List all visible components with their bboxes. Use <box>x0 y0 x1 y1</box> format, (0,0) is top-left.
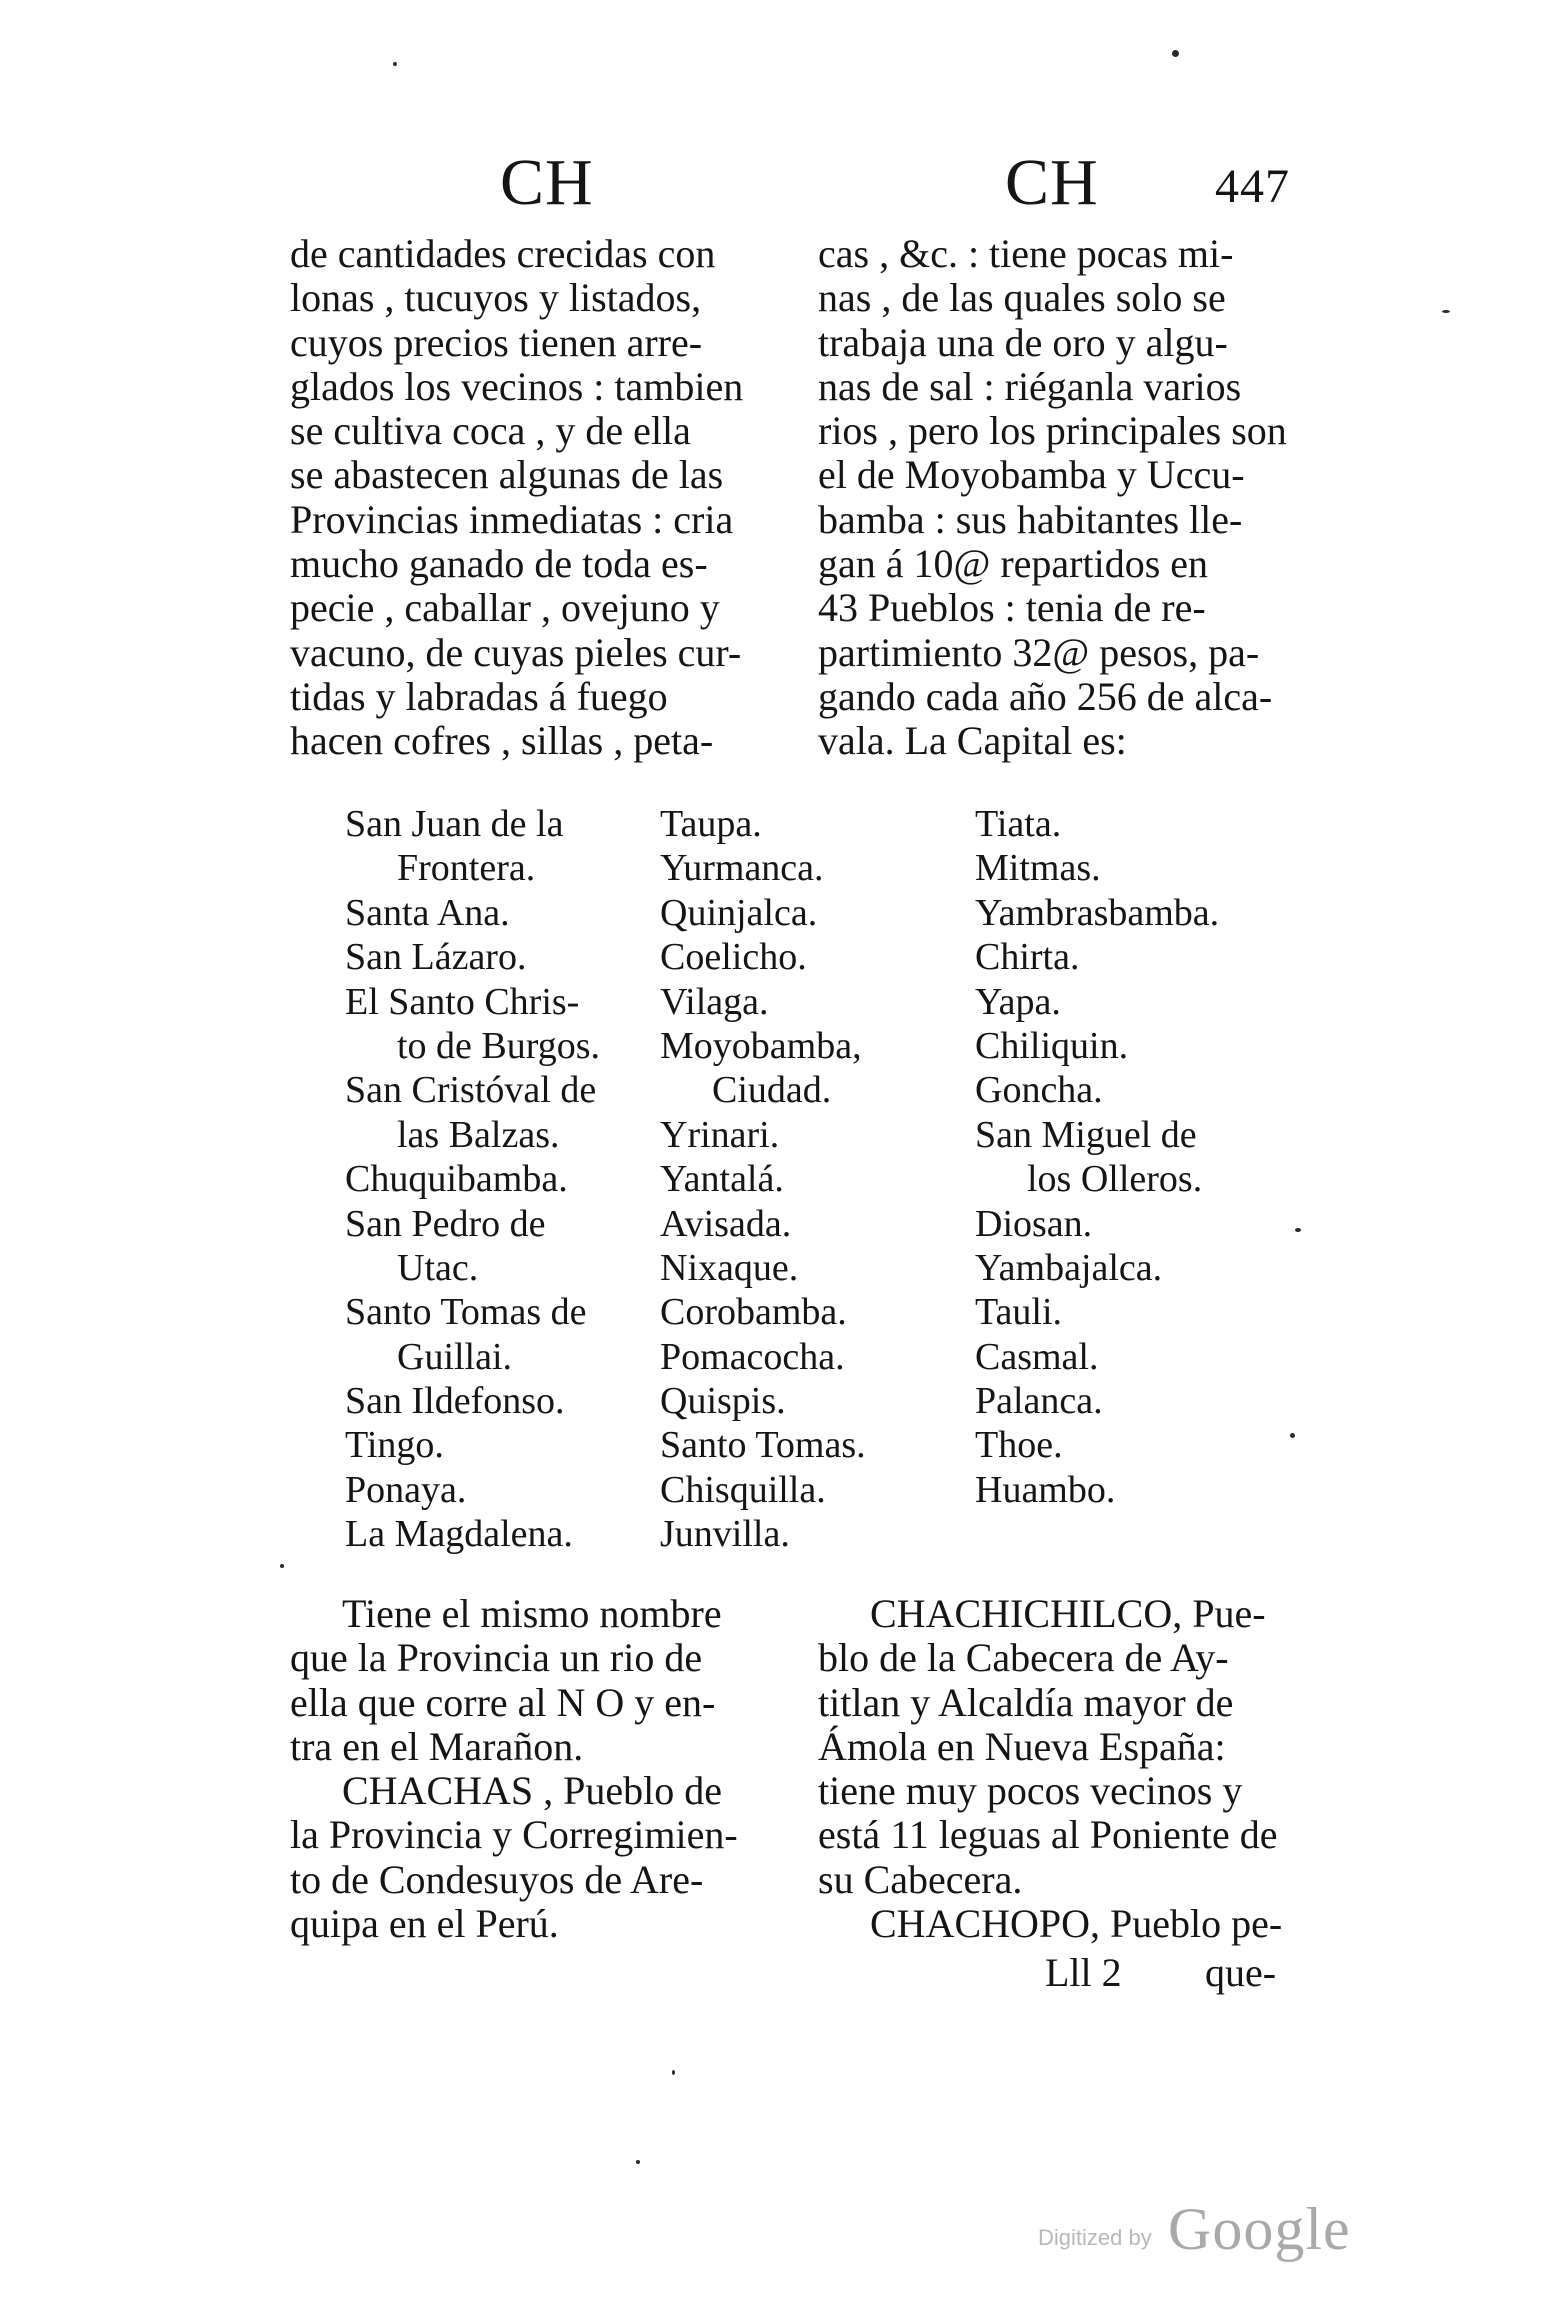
text-line: gando cada año 256 de alca- <box>818 673 1273 719</box>
text-line: bamba : sus habitantes lle- <box>818 496 1243 542</box>
text-line: Ámola en Nueva España: <box>818 1723 1226 1769</box>
text-line: Chisquilla. <box>660 1468 826 1511</box>
text-line: Casmal. <box>975 1335 1099 1378</box>
text-line: Yambrasbamba. <box>975 891 1220 934</box>
text-line: 43 Pueblos : tenia de re- <box>818 585 1206 631</box>
text-line: San Lázaro. <box>345 936 527 979</box>
text-line: tidas y labradas á fuego <box>290 673 668 719</box>
text-line: vala. La Capital es: <box>818 718 1127 764</box>
text-line: El Santo Chris- <box>345 980 580 1023</box>
top-text-left-column <box>290 232 743 764</box>
text-line: Yrinari. <box>660 1113 780 1156</box>
text-line: nas , de las quales solo se <box>818 275 1226 321</box>
text-line: lonas , tucuyos y listados, <box>290 275 702 321</box>
text-line: Quinjalca. <box>660 891 818 934</box>
text-line: Tauli. <box>975 1291 1063 1334</box>
text-line: mucho ganado de toda es- <box>290 541 708 587</box>
ink-speck <box>1172 50 1179 57</box>
text-line: Tiene el mismo nombre <box>342 1591 722 1636</box>
bottom-text-right-column <box>818 1592 1282 1946</box>
text-line: Diosan. <box>975 1202 1093 1245</box>
text-line: Chirta. <box>975 936 1080 979</box>
text-line: CHACHICHILCO, Pue- <box>870 1591 1266 1636</box>
text-line: Utac. <box>397 1246 479 1289</box>
text-line: Palanca. <box>975 1380 1103 1423</box>
text-line: que la Provincia un rio de <box>290 1635 703 1681</box>
text-line: gan á 10@ repartidos en <box>818 541 1209 587</box>
text-line: vacuno, de cuyas pieles cur- <box>290 629 742 675</box>
digitized-by-text: Digitized by <box>1038 2225 1152 2250</box>
text-line: Guillai. <box>397 1335 513 1378</box>
text-line: San Ildefonso. <box>345 1380 565 1423</box>
text-line: Vilaga. <box>660 980 769 1023</box>
text-line: Yapa. <box>975 980 1061 1023</box>
text-line: Santo Tomas de <box>345 1291 587 1334</box>
text-line: Ponaya. <box>345 1468 467 1511</box>
text-line: CHACHAS , Pueblo de <box>342 1768 723 1814</box>
catchword: que- <box>1205 1950 1277 1995</box>
ink-speck <box>393 62 397 66</box>
text-line: glados los vecinos : tambien <box>290 363 744 409</box>
text-line: Tiata. <box>975 803 1062 845</box>
text-line: trabaja una de oro y algu- <box>818 319 1228 365</box>
ink-speck <box>672 2070 675 2075</box>
text-line: su Cabecera. <box>818 1856 1023 1902</box>
text-line: Coelicho. <box>660 936 807 979</box>
text-line: está 11 leguas al Poniente de <box>818 1812 1278 1858</box>
text-line: tra en el Marañon. <box>290 1723 584 1769</box>
text-line: Frontera. <box>397 847 536 890</box>
text-line: hacen cofres , sillas , peta- <box>290 718 714 764</box>
text-line: rios , pero los principales son <box>818 408 1287 454</box>
signature-mark: Lll 2 <box>1045 1950 1122 1995</box>
ink-speck <box>636 2160 640 2164</box>
text-line: Thoe. <box>975 1424 1063 1467</box>
text-line: Junvilla. <box>660 1513 790 1556</box>
bottom-text-left-column <box>290 1592 738 1946</box>
text-line: Santo Tomas. <box>660 1424 866 1467</box>
text-line: ella que corre al N O y en- <box>290 1679 716 1725</box>
text-line: tiene muy pocos vecinos y <box>818 1768 1243 1814</box>
ink-speck <box>1442 310 1450 313</box>
right-running-head: CH <box>1005 146 1099 219</box>
text-line: San Pedro de <box>345 1202 546 1245</box>
text-line: Huambo. <box>975 1468 1116 1511</box>
text-line: el de Moyobamba y Uccu- <box>818 452 1245 498</box>
text-line: Tingo. <box>345 1424 444 1467</box>
text-line: las Balzas. <box>397 1113 560 1156</box>
text-line: San Cristóval de <box>345 1069 597 1112</box>
town-list-column-2 <box>660 802 866 1557</box>
text-line: to de Burgos. <box>397 1024 601 1067</box>
text-line: Avisada. <box>660 1202 792 1245</box>
text-line: Yurmanca. <box>660 847 824 890</box>
text-line: Yambajalca. <box>975 1246 1163 1289</box>
text-line: Chiliquin. <box>975 1024 1129 1067</box>
top-text-right-column <box>818 232 1287 764</box>
text-line: cuyos precios tienen arre- <box>290 319 703 365</box>
text-line: La Magdalena. <box>345 1513 573 1556</box>
text-line: Pomacocha. <box>660 1335 845 1378</box>
text-line: titlan y Alcaldía mayor de <box>818 1679 1234 1725</box>
text-line: Nixaque. <box>660 1246 799 1289</box>
text-line: de cantidades crecidas con <box>290 231 716 276</box>
text-line: Taupa. <box>660 803 762 845</box>
text-line: to de Condesuyos de Are- <box>290 1856 704 1902</box>
text-line: se abastecen algunas de las <box>290 452 724 498</box>
text-line: Santa Ana. <box>345 891 510 934</box>
text-line: los Olleros. <box>1027 1158 1203 1201</box>
text-line: San Juan de la <box>345 803 564 845</box>
text-line: Mitmas. <box>975 847 1101 890</box>
text-line: nas de sal : riéganla varios <box>818 363 1242 409</box>
google-logo: Google <box>1168 2196 1351 2262</box>
text-line: Provincias inmediatas : cria <box>290 496 734 542</box>
text-line: San Miguel de <box>975 1113 1197 1156</box>
text-line: pecie , caballar , ovejuno y <box>290 585 720 631</box>
text-line: Corobamba. <box>660 1291 847 1334</box>
text-line: se cultiva coca , y de ella <box>290 408 691 454</box>
ink-speck <box>1295 1228 1301 1232</box>
text-line: cas , &c. : tiene pocas mi- <box>818 231 1234 276</box>
text-line: Yantalá. <box>660 1158 784 1201</box>
text-line: Quispis. <box>660 1380 786 1423</box>
text-line: partimiento 32@ pesos, pa- <box>818 629 1260 675</box>
town-list-column-3 <box>975 802 1219 1512</box>
text-line: Chuquibamba. <box>345 1158 568 1201</box>
text-line: quipa en el Perú. <box>290 1901 559 1947</box>
page-number: 447 <box>1215 160 1290 213</box>
text-line: Ciudad. <box>712 1069 832 1112</box>
text-line: CHACHOPO, Pueblo pe- <box>870 1901 1283 1947</box>
left-running-head: CH <box>500 146 594 219</box>
town-list-column-1 <box>345 802 600 1557</box>
ink-speck <box>1290 1433 1295 1438</box>
text-line: blo de la Cabecera de Ay- <box>818 1635 1229 1681</box>
text-line: Moyobamba, <box>660 1024 862 1067</box>
text-line: Goncha. <box>975 1069 1103 1112</box>
ink-speck <box>280 1564 284 1568</box>
text-line: la Provincia y Corregimien- <box>290 1812 738 1858</box>
